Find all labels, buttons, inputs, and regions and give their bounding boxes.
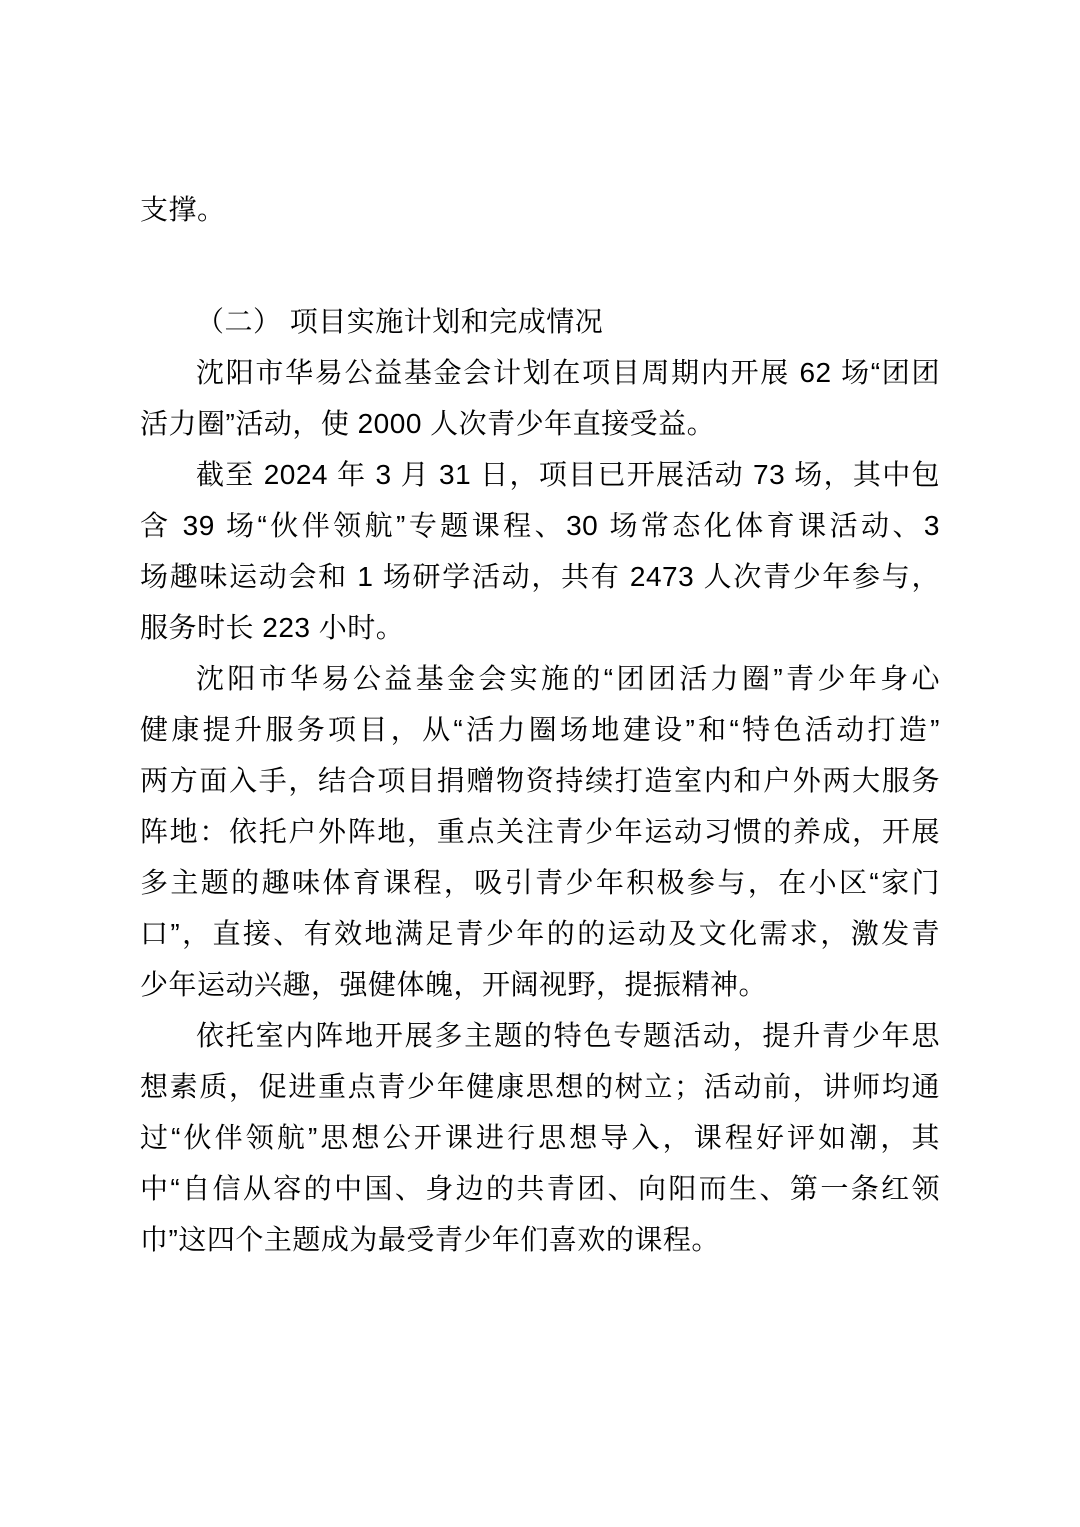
text-line: 口”，直接、有效地满足青少年的的运动及文化需求，激发青 (140, 918, 940, 949)
text-line: 含 39 场“伙伴领航”专题课程、30 场常态化体育课活动、3 (140, 510, 940, 541)
text-line: 活力圈”活动，使 2000 人次青少年直接受益。 (140, 408, 716, 439)
text-line: 多主题的趣味体育课程，吸引青少年积极参与，在小区“家门 (140, 867, 940, 898)
text-line: 场趣味运动会和 1 场研学活动，共有 2473 人次青少年参与， (140, 561, 940, 592)
text-line: 依托室内阵地开展多主题的特色专题活动，提升青少年思 (196, 1020, 940, 1051)
text-line: 截至 2024 年 3 月 31 日，项目已开展活动 73 场，其中包 (196, 459, 940, 490)
text-line: 两方面入手，结合项目捐赠物资持续打造室内和户外两大服务 (140, 765, 940, 796)
text-line: 巾”这四个主题成为最受青少年们喜欢的课程。 (140, 1224, 720, 1255)
text-line: 沈阳市华易公益基金会实施的“团团活力圈”青少年身心 (196, 663, 940, 694)
paragraph-continuation-line: 支撑。 (140, 194, 226, 225)
text-line: 阵地：依托户外阵地，重点关注青少年运动习惯的养成，开展 (140, 816, 940, 847)
text-line: 中“自信从容的中国、身边的共青团、向阳而生、第一条红领 (140, 1173, 940, 1204)
text-line: 过“伙伴领航”思想公开课进行思想导入，课程好评如潮，其 (140, 1122, 940, 1153)
text-line: 少年运动兴趣，强健体魄，开阔视野，提振精神。 (140, 969, 768, 1000)
text-line: 沈阳市华易公益基金会计划在项目周期内开展 62 场“团团 (196, 357, 940, 388)
text-line: 健康提升服务项目，从“活力圈场地建设”和“特色活动打造” (140, 714, 940, 745)
section-heading: （二） 项目实施计划和完成情况 (196, 306, 604, 337)
text-line: 服务时长 223 小时。 (140, 612, 405, 643)
text-line: 想素质，促进重点青少年健康思想的树立；活动前，讲师均通 (140, 1071, 940, 1102)
